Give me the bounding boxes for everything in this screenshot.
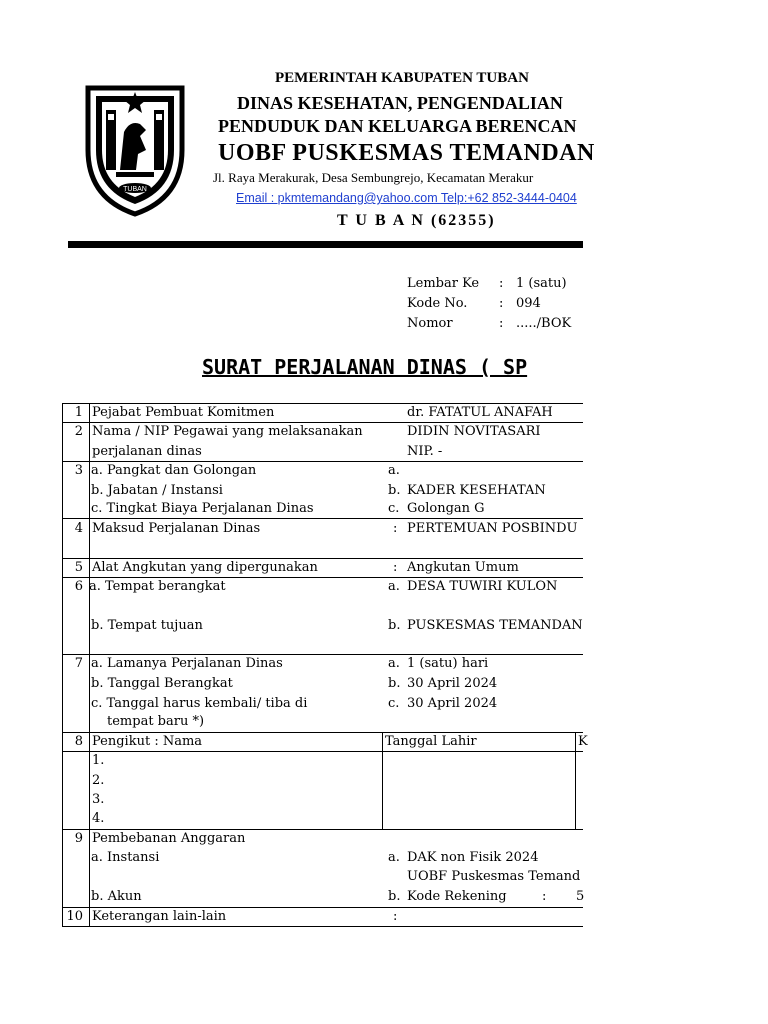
row-number: 1 [74, 405, 83, 420]
row-number: 9 [74, 831, 83, 846]
list-item: 1. [92, 753, 105, 768]
list-item: 2. [92, 773, 105, 788]
row-label: a. Tempat berangkat [89, 579, 226, 594]
row-label: b. Jabatan / Instansi [91, 483, 223, 498]
row-label: Maksud Perjalanan Dinas [92, 521, 261, 536]
lembar-label: Lembar Ke [407, 276, 480, 291]
nomor-sep: : [499, 316, 504, 331]
row-label: b. Akun [91, 889, 142, 904]
list-item: 4. [92, 811, 105, 826]
row-value: Angkutan Umum [407, 560, 519, 575]
city-postcode: T U B A N (62355) [337, 212, 496, 229]
row-value: NIP. - [407, 444, 443, 459]
row-label: Alat Angkutan yang dipergunakan [92, 560, 318, 575]
row-label: c. Tingkat Biaya Perjalanan Dinas [91, 501, 314, 516]
row-label: Pejabat Pembuat Komitmen [92, 405, 275, 420]
row-marker: a. [388, 656, 400, 671]
row-divider [62, 422, 583, 423]
row-label: a. Pangkat dan Golongan [91, 463, 257, 478]
row-number: 6 [74, 579, 83, 594]
row-value: 5 [576, 889, 585, 904]
contact-link[interactable]: Email : pkmtemandang@yahoo.com Telp:+62 852-3444-0404 [236, 191, 577, 205]
row-number: 7 [74, 656, 83, 671]
row-label: Keterangan lain-lain [92, 909, 227, 924]
column-divider [575, 732, 576, 829]
row-value: UOBF Puskesmas Temand [407, 869, 581, 884]
row-value: Kode Rekening [407, 889, 507, 904]
row-number: 2 [74, 424, 83, 439]
row-marker: b. [388, 483, 401, 498]
address: Jl. Raya Merakurak, Desa Sembungrejo, Kecamatan Merakur [213, 170, 534, 185]
government-name: PEMERINTAH KABUPATEN TUBAN [275, 70, 529, 86]
row-number: 5 [74, 560, 83, 575]
row-sep: : [542, 889, 547, 904]
list-item: 3. [92, 792, 105, 807]
nomor-label: Nomor [407, 316, 453, 331]
row-label: tempat baru *) [107, 714, 205, 729]
row-number: 3 [74, 463, 83, 478]
row-value: KADER KESEHATAN [407, 483, 546, 498]
row-value: 30 April 2024 [407, 676, 498, 691]
document-title: SURAT PERJALANAN DINAS ( SP [202, 355, 528, 379]
row-value: DAK non Fisik 2024 [407, 850, 539, 865]
row-divider [62, 577, 583, 578]
row-label: b. Tempat tujuan [91, 618, 203, 633]
tuban-regency-emblem-icon [80, 80, 190, 220]
lembar-value: 1 (satu) [516, 276, 567, 291]
row-divider [62, 907, 583, 908]
row-value: PERTEMUAN POSBINDU [407, 521, 578, 536]
row-divider [62, 732, 583, 733]
table-border-bottom [62, 926, 583, 927]
row-divider [62, 654, 583, 655]
row-value: 1 (satu) hari [407, 656, 489, 671]
row-sep: : [393, 909, 398, 924]
column-header: Tanggal Lahir [385, 734, 477, 749]
row-label: a. Instansi [91, 850, 160, 865]
row-number: 4 [74, 521, 83, 536]
row-divider [62, 558, 583, 559]
row-label: c. Tanggal harus kembali/ tiba di [91, 696, 308, 711]
row-marker: a. [388, 463, 400, 478]
letterhead-divider [68, 241, 583, 248]
nomor-value: ...../BOK [516, 316, 572, 331]
row-label: a. Lamanya Perjalanan Dinas [91, 656, 283, 671]
organization-name: UOBF PUSKESMAS TEMANDAN [218, 140, 595, 166]
row-marker: b. [388, 676, 401, 691]
column-divider [382, 732, 383, 829]
row-marker: a. [388, 579, 400, 594]
row-number: 10 [66, 909, 83, 924]
row-number: 8 [74, 734, 83, 749]
table-border-top [62, 403, 583, 404]
column-header: K [578, 734, 588, 749]
row-marker: b. [388, 618, 401, 633]
row-label: Pembebanan Anggaran [92, 831, 246, 846]
row-marker: c. [388, 501, 400, 516]
row-marker: b. [388, 889, 401, 904]
column-divider [89, 403, 90, 927]
row-divider [62, 461, 583, 462]
row-label: Pengikut : Nama [92, 734, 203, 749]
row-value: PUSKESMAS TEMANDAN [407, 618, 583, 633]
kode-value: 094 [516, 296, 541, 311]
row-marker: c. [388, 696, 400, 711]
row-label: b. Tanggal Berangkat [91, 676, 233, 691]
row-value: DIDIN NOVITASARI [407, 424, 541, 439]
row-sep: : [393, 560, 398, 575]
row-sep: : [393, 521, 398, 536]
kode-label: Kode No. [407, 296, 468, 311]
row-label: perjalanan dinas [92, 444, 202, 459]
row-marker: a. [388, 850, 400, 865]
row-divider [62, 518, 583, 519]
kode-sep: : [499, 296, 504, 311]
row-value: Golongan G [407, 501, 485, 516]
row-value: dr. FATATUL ANAFAH [407, 405, 553, 420]
department-name-line2: PENDUDUK DAN KELUARGA BERENCAN [218, 116, 577, 136]
row-divider [62, 751, 583, 752]
lembar-sep: : [499, 276, 504, 291]
row-label: Nama / NIP Pegawai yang melaksanakan [92, 424, 363, 439]
department-name-line1: DINAS KESEHATAN, PENGENDALIAN [237, 93, 563, 113]
row-value: 30 April 2024 [407, 696, 498, 711]
row-divider [62, 829, 583, 830]
row-value: DESA TUWIRI KULON [407, 579, 558, 594]
emblem-label: TUBAN [123, 186, 147, 193]
